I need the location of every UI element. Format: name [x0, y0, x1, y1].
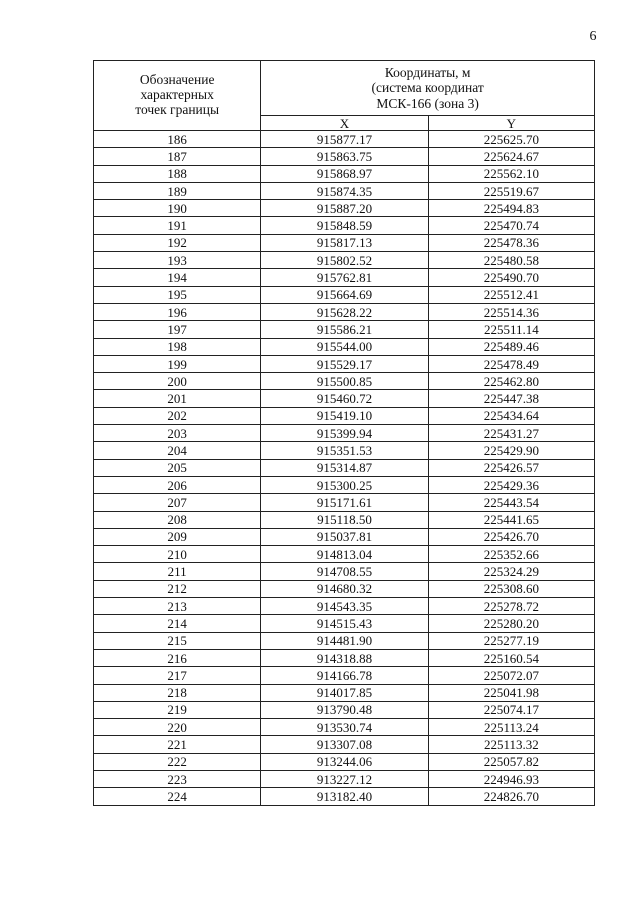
y-cell: 225624.67 [428, 148, 594, 165]
table-row [94, 719, 595, 736]
point-cell: 223 [94, 770, 261, 787]
y-cell: 225478.36 [428, 234, 594, 251]
x-cell: 914543.35 [261, 598, 428, 615]
y-cell: 225277.19 [428, 632, 594, 649]
table-row [94, 546, 595, 563]
point-cell: 202 [94, 407, 261, 424]
table-row [94, 476, 595, 493]
x-cell: 913182.40 [261, 788, 428, 805]
table-row [94, 511, 595, 528]
y-cell: 225429.90 [428, 442, 594, 459]
point-cell: 210 [94, 546, 261, 563]
point-cell: 208 [94, 511, 261, 528]
x-cell: 915351.53 [261, 442, 428, 459]
y-cell: 225480.58 [428, 252, 594, 269]
table-row [94, 770, 595, 787]
x-cell: 913790.48 [261, 701, 428, 718]
point-cell: 193 [94, 252, 261, 269]
point-cell: 199 [94, 355, 261, 372]
y-cell: 225278.72 [428, 598, 594, 615]
x-cell: 915037.81 [261, 528, 428, 545]
x-cell: 915419.10 [261, 407, 428, 424]
y-cell: 225434.64 [428, 407, 594, 424]
y-cell: 225057.82 [428, 753, 594, 770]
table-row [94, 701, 595, 718]
page-number: 6 [589, 29, 597, 44]
table-row [94, 355, 595, 372]
point-cell: 212 [94, 580, 261, 597]
point-cell: 198 [94, 338, 261, 355]
x-cell: 914708.55 [261, 563, 428, 580]
x-cell: 915544.00 [261, 338, 428, 355]
point-cell: 220 [94, 719, 261, 736]
y-cell: 225514.36 [428, 303, 594, 320]
table-row [94, 632, 595, 649]
y-cell: 225113.32 [428, 736, 594, 753]
y-cell: 225426.70 [428, 528, 594, 545]
x-cell: 915817.13 [261, 234, 428, 251]
x-cell: 915171.61 [261, 494, 428, 511]
point-cell: 191 [94, 217, 261, 234]
point-cell: 203 [94, 425, 261, 442]
table-row [94, 736, 595, 753]
table-row [94, 182, 595, 199]
x-cell: 915399.94 [261, 425, 428, 442]
point-cell: 188 [94, 165, 261, 182]
point-cell: 200 [94, 373, 261, 390]
point-cell: 217 [94, 667, 261, 684]
y-cell: 225462.80 [428, 373, 594, 390]
table-row [94, 684, 595, 701]
coordinates-column-header [261, 61, 595, 116]
y-cell: 225489.46 [428, 338, 594, 355]
table-row [94, 286, 595, 303]
y-cell: 225113.24 [428, 719, 594, 736]
point-cell: 215 [94, 632, 261, 649]
y-cell: 224826.70 [428, 788, 594, 805]
x-cell: 914515.43 [261, 615, 428, 632]
point-cell: 205 [94, 459, 261, 476]
table-row [94, 148, 595, 165]
point-cell: 187 [94, 148, 261, 165]
table-row [94, 753, 595, 770]
table-row [94, 303, 595, 320]
table-row [94, 252, 595, 269]
x-cell: 914813.04 [261, 546, 428, 563]
y-cell: 225494.83 [428, 200, 594, 217]
y-cell: 225160.54 [428, 649, 594, 666]
x-cell: 915118.50 [261, 511, 428, 528]
x-cell: 915314.87 [261, 459, 428, 476]
table-row [94, 321, 595, 338]
x-column-header: X [261, 116, 428, 131]
table-row [94, 373, 595, 390]
table-row [94, 165, 595, 182]
y-cell: 225470.74 [428, 217, 594, 234]
point-cell: 197 [94, 321, 261, 338]
y-cell: 225512.41 [428, 286, 594, 303]
y-column-header: Y [428, 116, 594, 131]
y-cell: 225074.17 [428, 701, 594, 718]
y-cell: 225429.36 [428, 476, 594, 493]
table-row [94, 667, 595, 684]
point-cell: 216 [94, 649, 261, 666]
table-row [94, 459, 595, 476]
table-row [94, 649, 595, 666]
x-cell: 914318.88 [261, 649, 428, 666]
x-cell: 915664.69 [261, 286, 428, 303]
x-cell: 915300.25 [261, 476, 428, 493]
x-cell: 915874.35 [261, 182, 428, 199]
point-cell: 201 [94, 390, 261, 407]
point-cell: 214 [94, 615, 261, 632]
point-cell: 206 [94, 476, 261, 493]
x-cell: 915460.72 [261, 390, 428, 407]
table-row [94, 390, 595, 407]
point-cell: 194 [94, 269, 261, 286]
y-cell: 225625.70 [428, 131, 594, 148]
x-cell: 915877.17 [261, 131, 428, 148]
y-cell: 225431.27 [428, 425, 594, 442]
x-cell: 914017.85 [261, 684, 428, 701]
point-cell: 195 [94, 286, 261, 303]
point-cell: 224 [94, 788, 261, 805]
point-column-header [94, 61, 261, 131]
x-cell: 915868.97 [261, 165, 428, 182]
x-cell: 913244.06 [261, 753, 428, 770]
x-cell: 915628.22 [261, 303, 428, 320]
point-header-line: характерных [140, 87, 214, 103]
coords-header-line: Координаты, м [384, 65, 471, 81]
x-cell: 914680.32 [261, 580, 428, 597]
point-cell: 213 [94, 598, 261, 615]
x-cell: 914481.90 [261, 632, 428, 649]
table-body [94, 131, 595, 806]
point-cell: 192 [94, 234, 261, 251]
point-cell: 211 [94, 563, 261, 580]
table-row [94, 563, 595, 580]
coordinates-table [93, 60, 595, 806]
table-row [94, 338, 595, 355]
table-row [94, 528, 595, 545]
point-header-line: Обозначение [139, 72, 215, 88]
x-cell: 915500.85 [261, 373, 428, 390]
y-cell: 224946.93 [428, 770, 594, 787]
x-cell: 913530.74 [261, 719, 428, 736]
coords-header-line: (система координат [371, 80, 484, 96]
x-cell: 915529.17 [261, 355, 428, 372]
x-cell: 915802.52 [261, 252, 428, 269]
table-row [94, 200, 595, 217]
x-cell: 913227.12 [261, 770, 428, 787]
x-cell: 914166.78 [261, 667, 428, 684]
point-cell: 219 [94, 701, 261, 718]
table-row [94, 598, 595, 615]
table-row [94, 580, 595, 597]
point-cell: 190 [94, 200, 261, 217]
y-cell: 225041.98 [428, 684, 594, 701]
point-cell: 209 [94, 528, 261, 545]
table-row [94, 131, 595, 148]
y-cell: 225478.49 [428, 355, 594, 372]
table-row [94, 442, 595, 459]
x-cell: 915848.59 [261, 217, 428, 234]
point-cell: 189 [94, 182, 261, 199]
x-cell: 915762.81 [261, 269, 428, 286]
table-row [94, 788, 595, 805]
point-cell: 218 [94, 684, 261, 701]
y-cell: 225519.67 [428, 182, 594, 199]
x-cell: 913307.08 [261, 736, 428, 753]
coords-header-line: МСК-166 (зона 3) [376, 95, 479, 111]
y-cell: 225280.20 [428, 615, 594, 632]
point-cell: 204 [94, 442, 261, 459]
x-cell: 915586.21 [261, 321, 428, 338]
y-cell: 225447.38 [428, 390, 594, 407]
y-cell: 225490.70 [428, 269, 594, 286]
y-cell: 225511.14 [428, 321, 594, 338]
x-cell: 915863.75 [261, 148, 428, 165]
y-cell: 225352.66 [428, 546, 594, 563]
table-row [94, 494, 595, 511]
point-cell: 196 [94, 303, 261, 320]
table-row [94, 615, 595, 632]
y-cell: 225426.57 [428, 459, 594, 476]
y-cell: 225443.54 [428, 494, 594, 511]
y-cell: 225324.29 [428, 563, 594, 580]
y-cell: 225308.60 [428, 580, 594, 597]
table-row [94, 407, 595, 424]
table-row [94, 217, 595, 234]
point-cell: 221 [94, 736, 261, 753]
point-cell: 186 [94, 131, 261, 148]
table-row [94, 269, 595, 286]
y-cell: 225562.10 [428, 165, 594, 182]
table-row [94, 234, 595, 251]
x-cell: 915887.20 [261, 200, 428, 217]
point-cell: 207 [94, 494, 261, 511]
table-row [94, 425, 595, 442]
y-cell: 225441.65 [428, 511, 594, 528]
table-header [94, 61, 595, 131]
y-cell: 225072.07 [428, 667, 594, 684]
point-cell: 222 [94, 753, 261, 770]
point-header-line: точек границы [135, 101, 220, 117]
